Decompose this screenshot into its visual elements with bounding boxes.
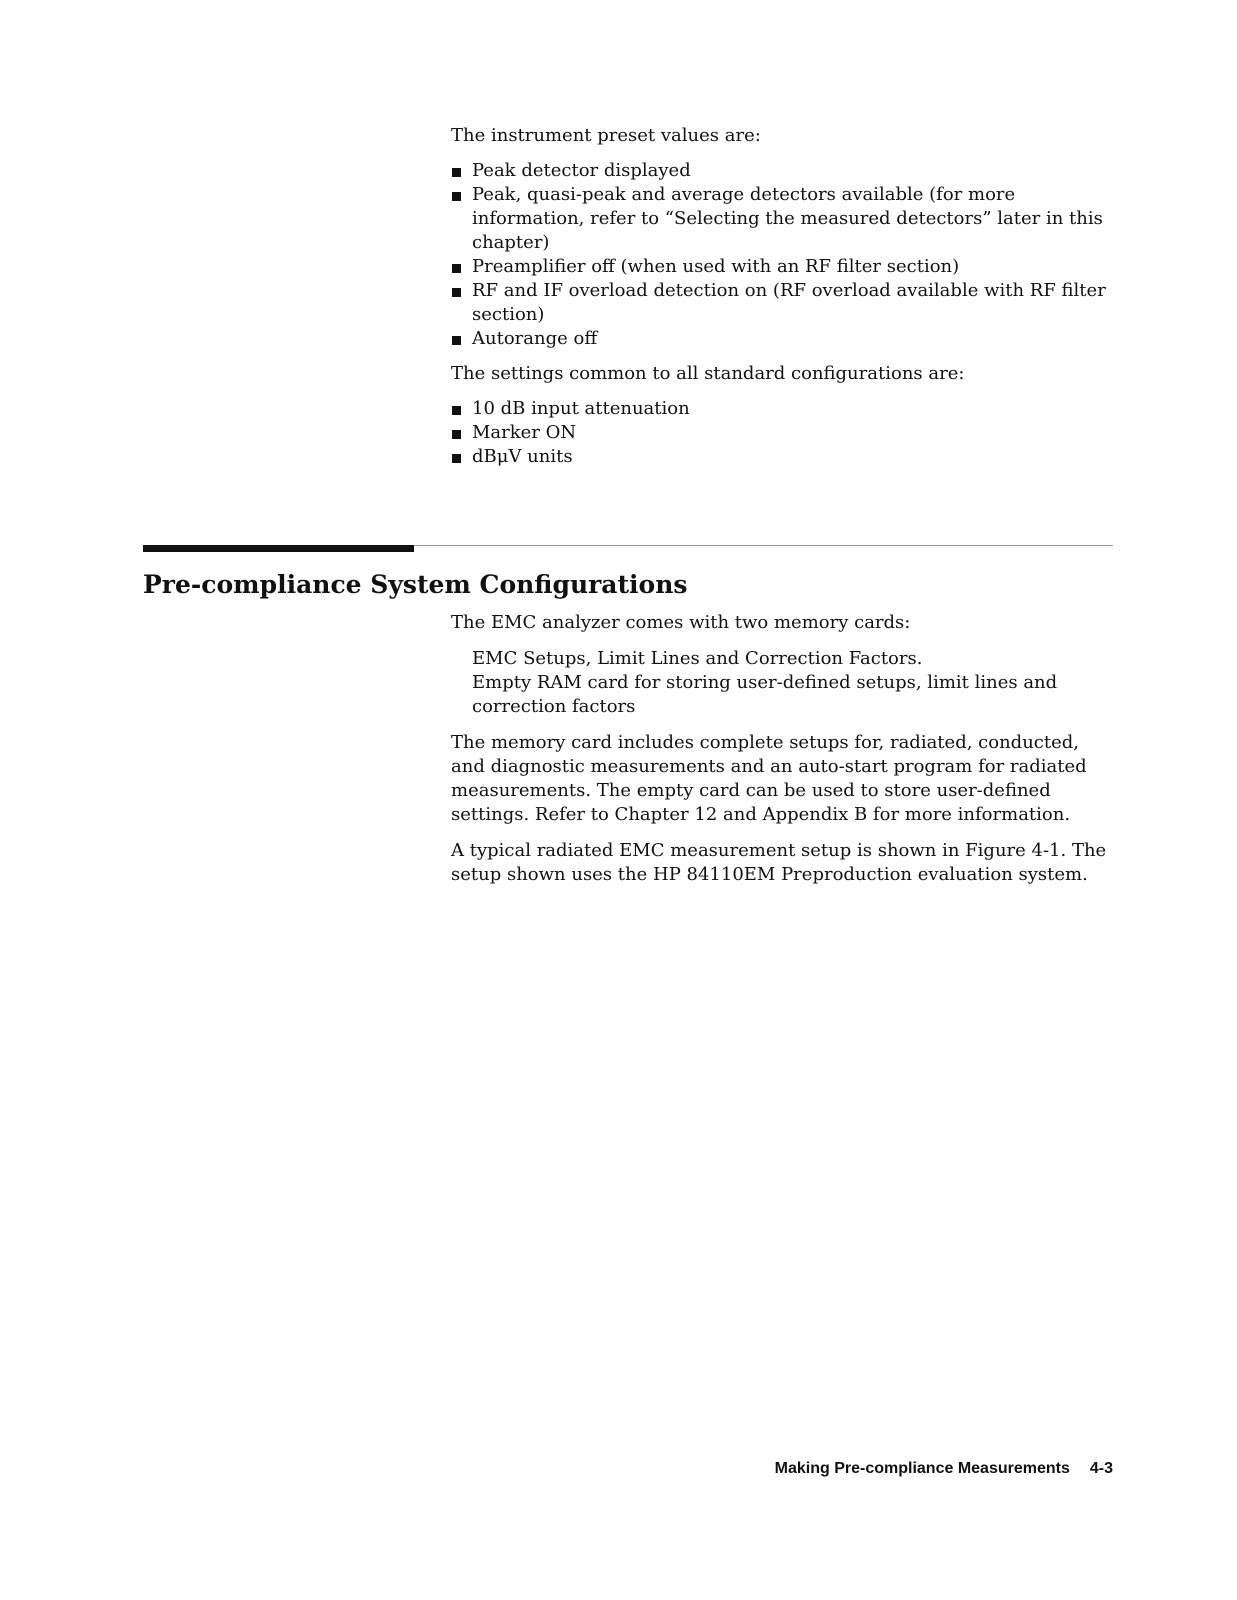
common-settings-list bbox=[451, 397, 1113, 469]
configurations-section bbox=[451, 611, 1113, 887]
bullet-icon bbox=[452, 430, 461, 439]
list-item: Autorange off bbox=[451, 327, 1113, 351]
list-item: Peak, quasi-peak and average detectors available (for more information, refer to “Selecting the measured detectors” later in this chapter) bbox=[451, 183, 1113, 255]
bullet-icon bbox=[452, 288, 461, 297]
list-item: Peak detector displayed bbox=[451, 159, 1113, 183]
preset-intro: The instrument preset values are: bbox=[451, 125, 761, 146]
footer-title: Making Pre-compliance Measurements bbox=[774, 1460, 1070, 1477]
section-heading: Pre-compliance System Configurations bbox=[143, 570, 688, 599]
list-item: Preamplifier off (when used with an RF filter section) bbox=[451, 255, 1113, 279]
list-item: Empty RAM card for storing user-defined setups, limit lines and correction factors bbox=[472, 672, 1058, 717]
memory-cards-list bbox=[451, 647, 1113, 719]
page-footer bbox=[775, 1459, 1113, 1479]
setup-paragraph: A typical radiated EMC measurement setup is shown in Figure 4-1. The setup shown uses the HP 84110EM Preproduction evaluation system. bbox=[451, 840, 1107, 885]
list-item: Marker ON bbox=[451, 421, 1113, 445]
bullet-icon bbox=[452, 454, 461, 463]
bullet-icon bbox=[452, 336, 461, 345]
list-item: EMC Setups, Limit Lines and Correction Factors. bbox=[472, 648, 923, 669]
section-rule-thin bbox=[414, 545, 1113, 546]
common-settings-intro: The settings common to all standard configurations are: bbox=[451, 363, 965, 384]
memory-card-paragraph: The memory card includes complete setups for, radiated, conducted, and diagnostic measurements and an auto-start program for radiated measurements. The empty card can be used to store user-defined settings. Refer to Chapter 12 and Appendix B for more information. bbox=[451, 732, 1087, 825]
section-rule-thick bbox=[143, 545, 414, 552]
preset-section bbox=[451, 124, 1113, 469]
list-item: RF and IF overload detection on (RF overload available with RF filter section) bbox=[451, 279, 1113, 327]
bullet-icon bbox=[452, 192, 461, 201]
preset-list bbox=[451, 159, 1113, 351]
list-item: dBμV units bbox=[451, 445, 1113, 469]
bullet-icon bbox=[452, 406, 461, 415]
bullet-icon bbox=[452, 168, 461, 177]
list-item: 10 dB input attenuation bbox=[451, 397, 1113, 421]
memory-cards-intro: The EMC analyzer comes with two memory cards: bbox=[451, 612, 911, 633]
page-number: 4-3 bbox=[1089, 1460, 1113, 1477]
bullet-icon bbox=[452, 264, 461, 273]
